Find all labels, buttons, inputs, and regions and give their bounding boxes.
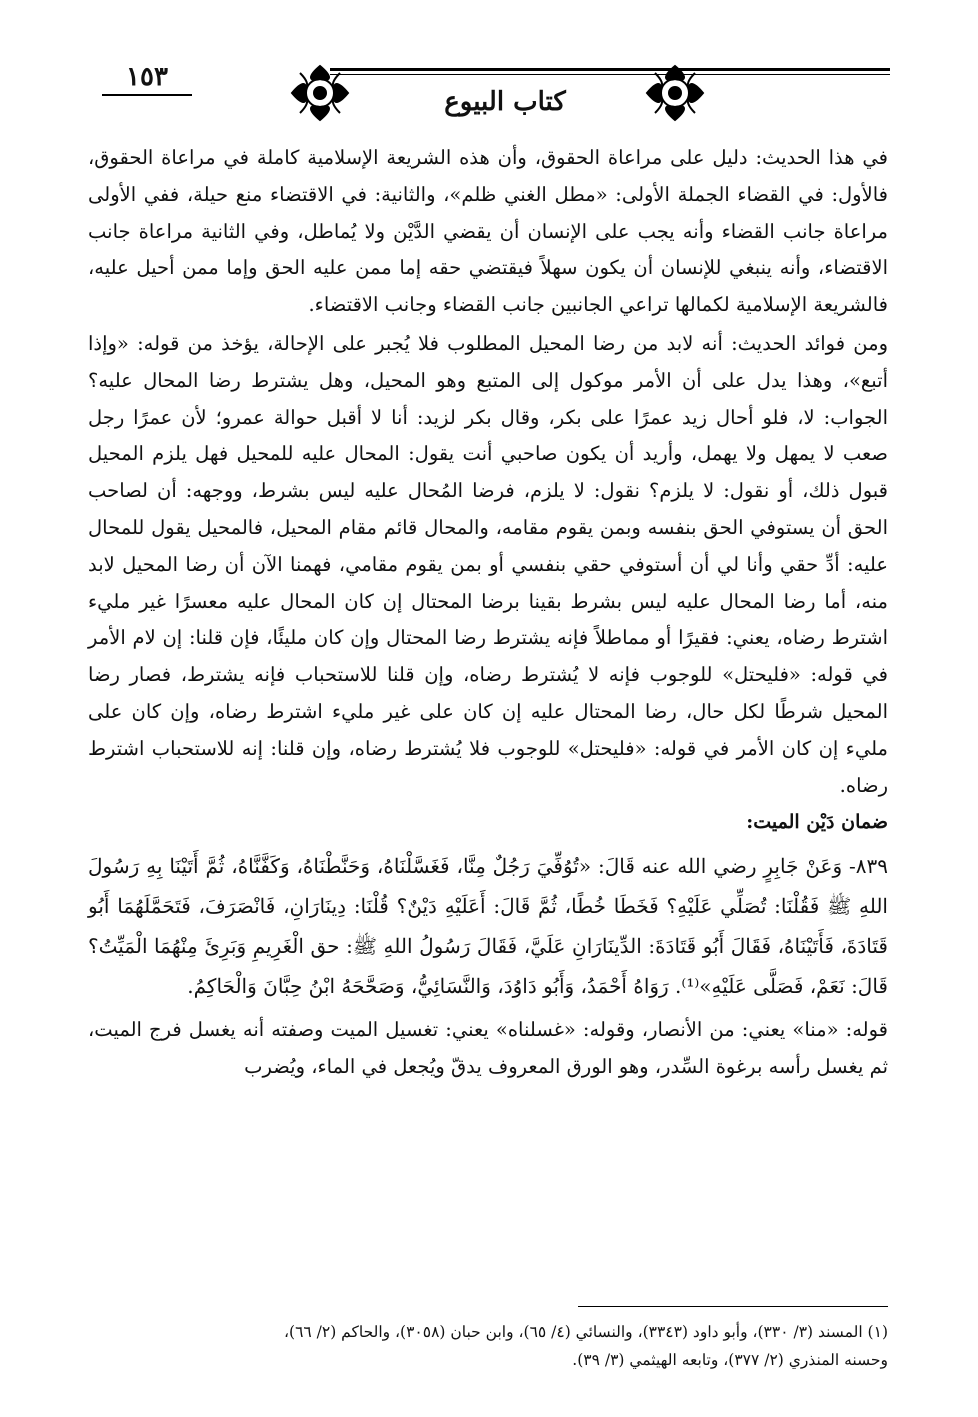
footnote-line-2: وحسنه المنذري (٢/ ٣٧٧)، وتابعه الهيثمي (٣/ ٣٩). [572, 1351, 888, 1369]
ornament-right-icon [635, 58, 715, 128]
footnotes [88, 1318, 888, 1374]
hadith-text: ٨٣٩- وَعَنْ جَابِرٍ رضي الله عنه قَالَ: «تُوُفِّيَ رَجُلٌ مِنَّا، فَغَسَّلْنَاهُ، وَحَنَّطْنَاهُ، وَكَفَّنَّاهُ، ثُمَّ أَتَيْنَا بِهِ رَسُولَ اللهِ ﷺ فَقُلْنَا: تُصَلِّي عَلَيْهِ؟ فَخَطَا خُطًا، ثُمَّ قَالَ: أَعَلَيْهِ دَيْنٌ؟ قُلْنَا: دِينَارَانِ، فَانْصَرَفَ، فَتَحَمَّلَهُمَا أَبُو قَتَادَةَ، فَأَتَيْنَاهُ، فَقَالَ أَبُو قَتَادَةَ: الدِّينَارَانِ عَلَيَّ، فَقَالَ رَسُولُ اللهِ ﷺ: حق الْغَرِيمِ وَبَرِئَ مِنْهُمَا الْمَيِّتُ؟ قَالَ: نَعَمْ، فَصَلَّى عَلَيْهِ»⁽¹⁾. رَوَاهُ أَحْمَدُ، وَأَبُو دَاوُدَ، وَالنَّسَائِيُّ، وَصَحَّحَهُ ابْنُ حِبَّانَ وَالْحَاكِمُ. [88, 854, 888, 999]
ornament-left-icon [280, 58, 360, 128]
chapter-title: كتاب البيوع [444, 87, 566, 117]
footnote-line-1: (١) المسند (٣/ ٣٣٠)، وأبو داود (٣٣٤٣)، والنسائي (٤/ ٦٥)، وابن حبان (٣٠٥٨)، والحاكم (٢/ ٦٦)، [284, 1323, 888, 1341]
page-header [90, 58, 890, 138]
page-number: ١٥٣ [102, 60, 192, 96]
paragraph-2: ومن فوائد الحديث: أنه لابد من رضا المحيل المطلوب فلا يُجبر على الإحالة، يؤخذ من قوله: «وإذا أتبع»، وهذا يدل على أن الأمر موكول إلى المتبع وهو المحيل، وهل يشترط رضا المحال عليه؟ الجواب: لا، فلو أحال زيد عمرًا على بكر، وقال بكر لزيد: أنا لا أقبل حوالة عمرو؛ لأن عمرًا رجل صعب لا يمهل ولا يهمل، وأريد أن يكون صاحبي أنت يقول: المحال عليه للمحيل فهل يلزم المحيل قبول ذلك، أو نقول: لا يلزم؟ نقول: لا يلزم، فرضا المُحال عليه ليس بشرط، ووجهه: أن لصاحب الحق أن يستوفي الحق بنفسه وبمن يقوم مقامه، والمحال قائم مقام المحيل، فالمحيل يقول للمحال عليه: أدِّ حقي وأنا لي أن أستوفي حقي بنفسي أو بمن يقوم مقامي، فهمنا الآن أن رضا المحيل لابد منه، أما رضا المحال عليه ليس بشرط بقينا برضا المحتال إن كان المحال عليه معسرًا غير مليء اشترط رضاه، يعني: فقيرًا أو مماطلاً فإنه يشترط رضا المحتال وإن كان مليئًا، فإن قلنا: إن لام الأمر في قوله: «فليحتل» للوجوب فإنه لا يُشترط رضاه، وإن قلنا للاستحباب فإنه يشترط، فصار رضا المحيل شرطًا لكل حال، رضا المحتال عليه إن كان على غير مليء اشترط رضاه، وإن كان على مليء إن كان الأمر في قوله: «فليحتل» للوجوب فلا يُشترط رضاه، وإن قلنا: إنه للاستحباب اشترط رضاه. [88, 331, 888, 797]
section-title: ضمان دَيْن الميت: [746, 811, 888, 834]
header-rule-thin [330, 74, 890, 75]
paragraph-1: في هذا الحديث: دليل على مراعاة الحقوق، وأن هذه الشريعة الإسلامية كاملة في مراعاة الحقوق، فالأول: في القضاء الجملة الأولى: «مطل الغني ظلم»، والثانية: في الاقتضاء منع حيلة، ففي الأولى مراعاة جانب القضاء وأنه يجب على الإنسان أن يقضي الدَّيْن ولا يُماطل، وفي الثانية مراعاة جانب الاقتضاء، وأنه ينبغي للإنسان أن يكون سهلاً فيقتضي حقه إما ممن عليه الحق وإما ممن أحيل عليه، فالشريعة الإسلامية لكمالها تراعي الجانبين جانب القضاء وجانب الاقتضاء. [88, 146, 888, 317]
page-body [88, 140, 888, 1086]
header-rule [330, 68, 890, 71]
footnote-separator [578, 1306, 888, 1307]
commentary: قوله: «منا» يعني: من الأنصار، وقوله: «غسلناه» يعني: تغسيل الميت وصفته أنه يغسل فرج الميت، ثم يغسل رأسه برغوة السِّدر، وهو الورق المعروف يدقّ ويُجعل في الماء، ويُضرب [88, 1018, 888, 1079]
